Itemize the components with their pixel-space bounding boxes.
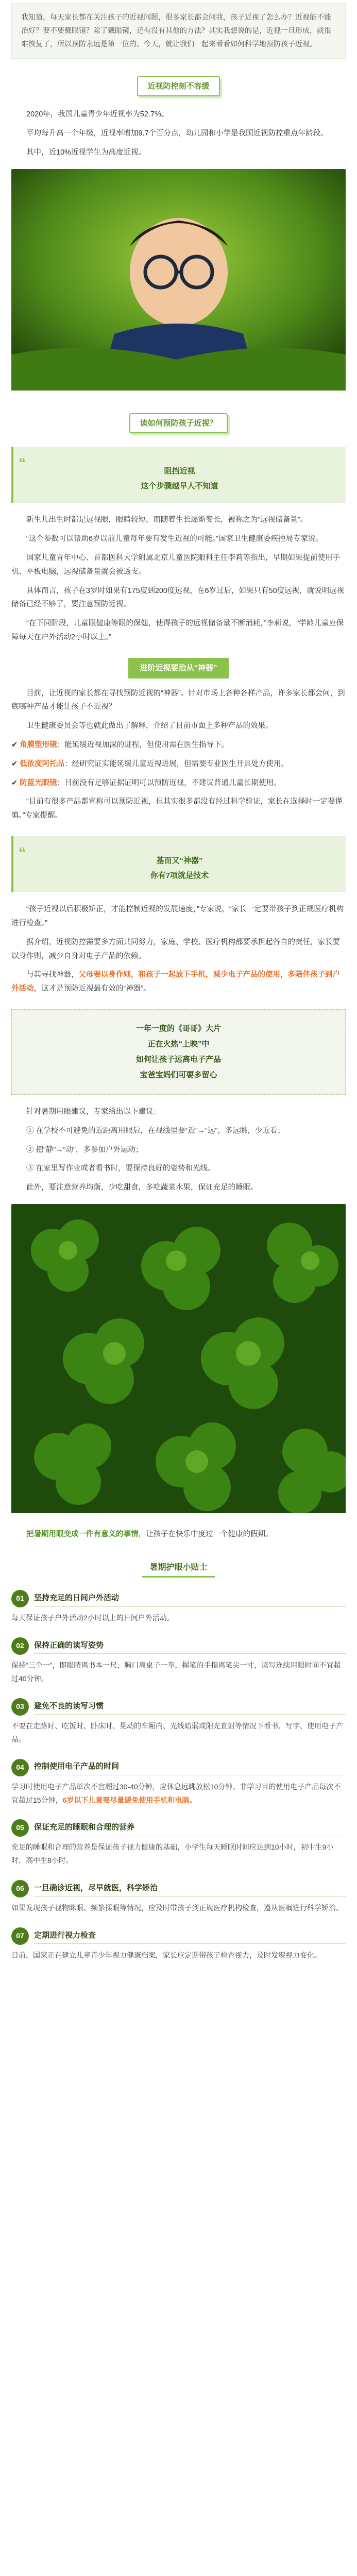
highlight-line: 基而又“神器”: [156, 856, 203, 866]
tip-item: [11, 1759, 346, 1807]
tip-item: [11, 1637, 346, 1686]
highlight-line: 这个步骤越早人不知道: [141, 481, 218, 490]
clover-photo: [11, 1204, 346, 1518]
intro-box: [11, 3, 346, 59]
quote-icon: “: [19, 455, 26, 471]
intro-text: 我知道，每天家长都在关注孩子的近视问题，很多家长都会问我，孩子近视了怎么办？近视能不能治好？要不要戴眼镜？除了戴眼镜，还有没有其他的方法？其实我想说的是，近视一旦形成，就很难恢复了，所以预防永远是第一位的。今天，就让我们一起来看看如何科学地预防孩子近视。: [21, 13, 331, 48]
tip-number: 05: [11, 1819, 29, 1837]
tag-label-1: [11, 658, 346, 679]
tip-text: 如果发现孩子视物眯眼、频繁揉眼等情况，应及时带孩子到正规医疗机构检查，遵从医嘱进行科学矫治。: [11, 1904, 343, 1912]
section-title-1: [11, 76, 346, 97]
highlight-box-1: [11, 447, 346, 503]
text-part: ，这才是预防近视最有效的“神器”。: [33, 985, 151, 993]
paragraph: [11, 968, 346, 996]
paragraph: 国家儿童青年中心、首都医科大学附属北京儿童医院眼科主任李莉等指出，早期如果提前使用手机、平板电脑，远视储备量就会被透支。: [11, 553, 340, 576]
paragraph: 具体而言，孩子在3岁时如果有175度到200度远视，在6岁过后，如果只有50度远视，就说明远视储备已经不够了，要注意预防近视。: [11, 586, 345, 609]
paragraph: 此外，要注意营养均衡，少吃甜食，多吃蔬菜水果，保证充足的睡眠。: [26, 1183, 258, 1192]
tip-number: 02: [11, 1637, 29, 1655]
tip-number: 01: [11, 1590, 29, 1607]
center-banner: [11, 1009, 346, 1095]
tips-title: [11, 1559, 346, 1578]
section-title-2: [11, 413, 346, 434]
paragraph: “在下同阶段，儿童眼健康等眼的保健，使得孩子的远视储备量不断消耗，”李莉说，“学龄儿童应保障每天在户外活动2小时以上。”: [11, 619, 344, 642]
banner-line: 如何让孩子远离电子产品: [135, 1055, 221, 1064]
tip-text: [11, 1781, 346, 1807]
tip-number: 07: [11, 1927, 29, 1945]
tip-text-highlight: 6岁以下儿童要尽量避免使用手机和电脑。: [62, 1795, 197, 1804]
paragraph: “孩子近视以后积极矫正，才能控制近视的发展速度，”专家说，“家长一定要带孩子到正规医疗机构进行检查。”: [11, 905, 344, 927]
tip-item: [11, 1880, 346, 1915]
highlight-text: 父母要以身作则，和孩子一起放下手机，减少电子产品的使用，多陪伴孩子到户外活动: [11, 971, 340, 993]
tip-text: 充足的睡眠和合理的营养是保证孩子视力健康的基础，小学生每天睡眠时间应达到10小时，初中生9小时，高中生8小时。: [11, 1843, 334, 1865]
highlight-box-2: [11, 836, 346, 892]
section-title-2-text: 读如何预防孩子近视？: [129, 413, 227, 434]
quote-icon: “: [19, 844, 26, 861]
bullet-item: ✔ 角膜塑形镜：能延缓近视加深的进程，但使用需在医生指导下。: [11, 741, 229, 750]
tag-label-1-text: 进阶近视要治从“神器”: [128, 658, 228, 679]
paragraph: 据介绍，近视防控需要多方面共同努力，家庭、学校、医疗机构都要承担起各自的责任，家长要以身作则，减少自身对电子产品的依赖。: [11, 938, 340, 960]
tip-item: [11, 1819, 346, 1868]
paragraph: 2020年，我国儿童青少年近视率为52.7%。: [26, 110, 169, 119]
bullet-title: 防蓝光眼镜: [20, 778, 57, 787]
tip-title: 避免不良的读写习惯: [34, 1699, 346, 1715]
tip-title: 坚持充足的日间户外活动: [34, 1591, 346, 1607]
paragraph: ① 在学校不可避免的近距离用眼后，在视线里要“近”→“远”，多远眺，少近看；: [26, 1126, 285, 1135]
tip-text: 保持“三个一”，即眼睛离书本一尺，胸口离桌子一拳，握笔的手指离笔尖一寸，读写连续用眼时间不宜超过40分钟。: [11, 1661, 341, 1683]
tips-title-text: 暑期护眼小贴士: [142, 1559, 214, 1578]
tip-number: 03: [11, 1698, 29, 1716]
tip-item: [11, 1927, 346, 1962]
highlight-line: 你有7项就是技术: [150, 871, 209, 880]
tip-title: 定期进行视力检查: [34, 1928, 346, 1944]
paragraph: 目前，让近视的家长都在寻找预防近视的“神器”。针对市场上各种各样产品，许多家长都会问，到底哪种产品才能让孩子不近视？: [11, 689, 345, 711]
tip-text: 不要在走路时、吃饭时、卧床时、晃动的车厢内、光线暗弱或阳光直射等情况下看书、写字、使用电子产品。: [11, 1721, 343, 1743]
footer-spacer: [11, 1970, 346, 1990]
tip-item: [11, 1698, 346, 1747]
bullet-title: 角膜塑形镜: [20, 741, 57, 750]
tip-text: 目前，国家正在建立儿童青少年视力健康档案，家长应定期带孩子检查视力，及时发现视力变化。: [11, 1951, 321, 1960]
paragraph: ③ 在家里写作业或者看书时，要保持良好的姿势和光线。: [26, 1164, 215, 1173]
paragraph: 新生儿出生时都是远视眼，眼睛较短，而随着生长逐渐变长，被称之为“远视储备量”。: [26, 516, 308, 524]
paragraph: 针对暑期用眼建议，专家给出以下建议：: [26, 1107, 161, 1116]
paragraph: 卫生健康委员会等也就此做出了解释，介绍了目前市面上多种产品的效果。: [26, 722, 273, 731]
child-glasses-photo: [11, 169, 346, 396]
tip-number: 06: [11, 1880, 29, 1897]
banner-line: 一年一度的《哥哥》大片: [135, 1024, 221, 1033]
tip-item: [11, 1590, 346, 1625]
banner-line: 宝爸宝妈们可要多留心: [140, 1070, 217, 1079]
bullet-text: ：目前没有足够证据证明可以预防近视，不建议普通儿童长期使用。: [57, 778, 281, 787]
highlight-line: 阻挡近视: [164, 467, 195, 476]
tip-text: 每天保证孩子户外活动2小时以上的日间户外活动。: [11, 1614, 174, 1622]
paragraph: [11, 1528, 346, 1541]
paragraph: “这个参数可以帮助6岁以前儿童每年要有发生近视的可能。”国家卫生健康委疾控局专家说。: [26, 535, 323, 544]
paragraph: 平均每升高一个年级，近视率增加9.7个百分点，幼儿园和小学是我国近视防控重点年龄段。: [26, 129, 328, 138]
text-part: 与其寻找神器，: [26, 971, 79, 979]
bullet-item: ✔ 防蓝光眼镜：目前没有足够证据证明可以预防近视，不建议普通儿童长期使用。: [11, 778, 281, 787]
bullet-text: ：能延缓近视加深的进程，但使用需在医生指导下。: [57, 741, 229, 750]
tip-title: 保证充足的睡眠和合理的营养: [34, 1820, 346, 1836]
tip-number: 04: [11, 1759, 29, 1776]
text-part: ，让孩子在快乐中度过一个健康的假期。: [138, 1530, 273, 1538]
paragraph: 其中，近10%近视学生为高度近视。: [26, 148, 146, 157]
tip-text-part: 学习时使用电子产品单次不宜超过30-40分钟，应休息远眺放松10分钟。非学习目的使用电子产品每次不宜超过15分钟，: [11, 1782, 341, 1804]
tip-title: 一旦确诊近视，尽早就医，科学矫治: [34, 1881, 346, 1897]
tip-title: 保持正确的读写姿势: [34, 1638, 346, 1654]
banner-line: 正在火热“上映”中: [147, 1039, 210, 1048]
bullet-text: ：经研究证实能延缓儿童近视进展，但需要专业医生开具处方使用。: [64, 759, 289, 768]
highlight-text: 把暑期用眼变成一件有意义的事情: [26, 1530, 139, 1538]
bullet-title: 低浓度阿托品: [20, 759, 65, 768]
section-title-1-text: 近视防控刻不容缓: [137, 76, 219, 97]
bullet-item: ✔ 低浓度阿托品：经研究证实能延缓儿童近视进展，但需要专业医生开具处方使用。: [11, 759, 289, 768]
paragraph: ② 把“静”→“动”，多参加户外运动；: [26, 1145, 143, 1154]
paragraph: “目前有很多产品都宣称可以预防近视，但其实很多都没有经过科学验证，家长在选择时一定要谨慎。”专家提醒。: [11, 798, 343, 820]
tip-title: 控制使用电子产品的时间: [34, 1759, 346, 1775]
